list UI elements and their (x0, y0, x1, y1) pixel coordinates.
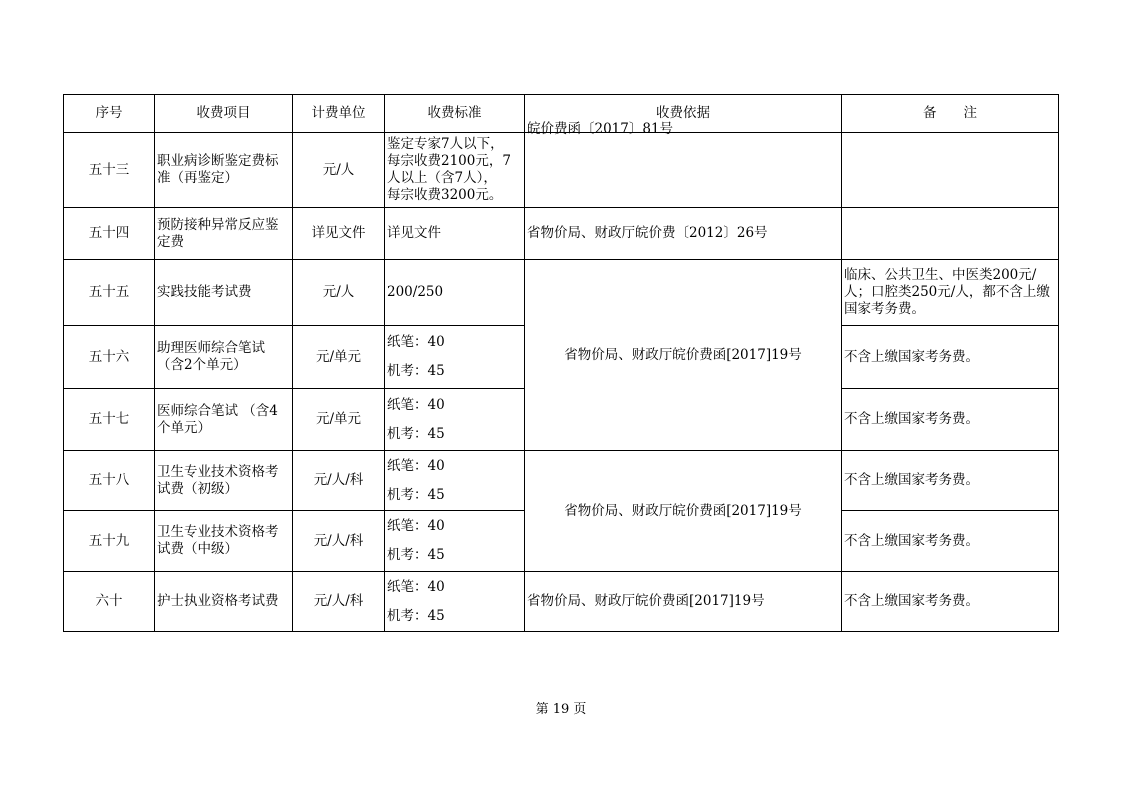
item-cell: 助理医师综合笔试（含2个单元） (155, 326, 293, 389)
computer-fee: 机考：45 (387, 547, 445, 563)
standard-cell (385, 326, 525, 389)
remark-cell (842, 133, 1059, 208)
item-cell: 卫生专业技术资格考试费（初级） (155, 451, 293, 511)
standard-line: 每宗收费2100元，7 (387, 153, 511, 169)
header-basis: 收费依据 (525, 95, 842, 133)
remark-cell: 不含上缴国家考务费。 (842, 511, 1059, 572)
remark-cell: 不含上缴国家考务费。 (842, 451, 1059, 511)
header-standard: 收费标准 (385, 95, 525, 133)
paper-fee: 纸笔：40 (387, 578, 445, 595)
item-cell: 医师综合笔试 （含4个单元） (155, 389, 293, 451)
computer-fee: 机考：45 (387, 425, 445, 442)
item-cell: 职业病诊断鉴定费标准（再鉴定） (155, 133, 293, 208)
computer-fee: 机考：45 (387, 486, 445, 503)
header-item: 收费项目 (155, 95, 293, 133)
item-cell: 护士执业资格考试费 (155, 572, 293, 632)
standard-cell: 详见文件 (385, 208, 525, 260)
remark-cell: 不含上缴国家考务费。 (842, 326, 1059, 389)
seq-cell: 六十 (64, 572, 155, 632)
standard-cell: 200/250 (385, 260, 525, 326)
table-row (64, 133, 1059, 208)
table-row (64, 260, 1059, 326)
item-cell: 预防接种异常反应鉴定费 (155, 208, 293, 260)
paper-fee: 纸笔：40 (387, 457, 445, 474)
seq-cell: 五十三 (64, 133, 155, 208)
unit-cell: 元/人/科 (293, 511, 385, 572)
seq-cell: 五十五 (64, 260, 155, 326)
seq-cell: 五十六 (64, 326, 155, 389)
unit-cell: 元/人/科 (293, 451, 385, 511)
unit-cell: 元/人 (293, 260, 385, 326)
standard-line: 每宗收费3200元。 (387, 187, 503, 203)
unit-cell: 元/单元 (293, 389, 385, 451)
header-seq: 序号 (64, 95, 155, 133)
page-number: 第 19 页 (535, 702, 587, 717)
table-row (64, 572, 1059, 632)
basis-cell-merged: 省物价局、财政厅皖价费函[2017]19号 (525, 451, 842, 572)
remark-cell: 临床、公共卫生、中医类200元/人；口腔类250元/人，都不含上缴国家考务费。 (842, 260, 1059, 326)
computer-fee: 机考：45 (387, 363, 445, 379)
table-row (64, 451, 1059, 511)
remark-cell: 不含上缴国家考务费。 (842, 572, 1059, 632)
seq-cell: 五十四 (64, 208, 155, 260)
basis-cell (525, 121, 842, 208)
unit-cell: 详见文件 (293, 208, 385, 260)
standard-cell (385, 389, 525, 451)
basis-cell-merged: 省物价局、财政厅皖价费函[2017]19号 (525, 260, 842, 451)
standard-cell (385, 511, 525, 572)
unit-cell: 元/人 (293, 133, 385, 208)
standard-line: 鉴定专家7人以下， (387, 136, 504, 152)
standard-cell (385, 572, 525, 632)
basis-cell: 省物价局、财政厅皖价费〔2012〕26号 (525, 208, 842, 260)
basis-text: 皖价费函〔2017〕81号 (527, 121, 674, 137)
table-row (64, 208, 1059, 260)
item-cell: 卫生专业技术资格考试费（中级） (155, 511, 293, 572)
seq-cell: 五十九 (64, 511, 155, 572)
paper-fee: 纸笔：40 (387, 334, 445, 350)
standard-cell (385, 133, 525, 208)
paper-fee: 纸笔：40 (387, 518, 445, 534)
computer-fee: 机考：45 (387, 607, 445, 624)
seq-cell: 五十七 (64, 389, 155, 451)
basis-cell: 省物价局、财政厅皖价费函[2017]19号 (525, 572, 842, 632)
unit-cell: 元/单元 (293, 326, 385, 389)
standard-line: 人以上（含7人）， (387, 170, 497, 186)
remark-cell (842, 208, 1059, 260)
remark-cell: 不含上缴国家考务费。 (842, 389, 1059, 451)
unit-cell: 元/人/科 (293, 572, 385, 632)
fee-table (63, 94, 1059, 632)
header-unit: 计费单位 (293, 95, 385, 133)
standard-cell (385, 451, 525, 511)
item-cell: 实践技能考试费 (155, 260, 293, 326)
header-remark: 备 注 (842, 95, 1059, 133)
paper-fee: 纸笔：40 (387, 396, 445, 413)
seq-cell: 五十八 (64, 451, 155, 511)
